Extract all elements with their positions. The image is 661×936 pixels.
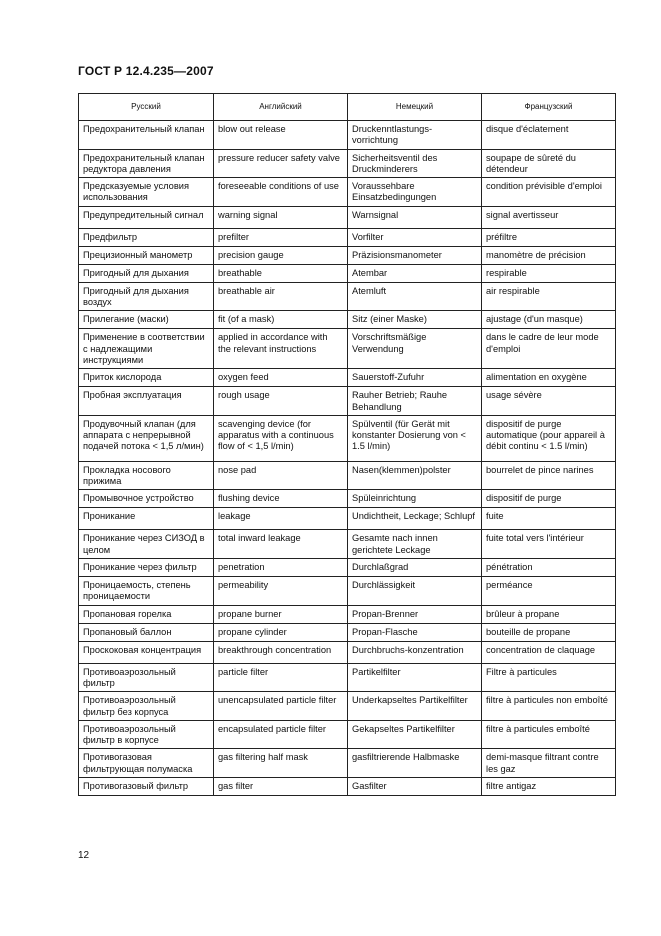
german-term: Druckenntlastungs-vorrichtung	[348, 121, 482, 150]
table-row	[79, 461, 616, 490]
english-term: breakthrough concentration	[214, 641, 348, 663]
russian-term: Прецизионный манометр	[79, 246, 214, 264]
german-term: Propan-Flasche	[348, 623, 482, 641]
german-term: Spülventil (für Gerät mit konstanter Dosierung von < 1.5 l/min)	[348, 415, 482, 461]
russian-term: Проскоковая концентрация	[79, 641, 214, 663]
column-header-french: Французский	[482, 94, 616, 121]
russian-term: Предсказуемые условия использования	[79, 178, 214, 207]
english-term: flushing device	[214, 490, 348, 508]
french-term: manomètre de précision	[482, 246, 616, 264]
russian-term: Применение в соответствии с надлежащими инструкциями	[79, 329, 214, 369]
table-row	[79, 387, 616, 416]
russian-term: Приток кислорода	[79, 369, 214, 387]
table-row	[79, 720, 616, 749]
french-term: dispositif de purge automatique (pour appareil à débit continu < 1.5 l/min)	[482, 415, 616, 461]
german-term: Spüleinrichtung	[348, 490, 482, 508]
french-term: bouteille de propane	[482, 623, 616, 641]
russian-term: Пропановый баллон	[79, 623, 214, 641]
german-term: Propan-Brenner	[348, 605, 482, 623]
french-term: dans le cadre de leur mode d'emploi	[482, 329, 616, 369]
english-term: blow out release	[214, 121, 348, 150]
table-row	[79, 415, 616, 461]
table-row	[79, 692, 616, 721]
german-term: Durchlässigkeit	[348, 577, 482, 606]
german-term: Sicherheitsventil des Druckminderers	[348, 149, 482, 178]
german-term: Gekapseltes Partikelfilter	[348, 720, 482, 749]
english-term: propane cylinder	[214, 623, 348, 641]
french-term: alimentation en oxygène	[482, 369, 616, 387]
german-term: Rauher Betrieb; Rauhe Behandlung	[348, 387, 482, 416]
english-term: scavenging device (for apparatus with a continuous flow of < 1,5 l/min)	[214, 415, 348, 461]
russian-term: Пропановая горелка	[79, 605, 214, 623]
german-term: Gesamte nach innen gerichtete Leckage	[348, 530, 482, 559]
table-row	[79, 749, 616, 778]
table-row	[79, 508, 616, 530]
table-header-row	[79, 94, 616, 121]
russian-term: Противоаэрозольный фильтр без корпуса	[79, 692, 214, 721]
german-term: Gasfilter	[348, 778, 482, 796]
german-term: Durchbruchs-konzentration	[348, 641, 482, 663]
russian-term: Противоаэрозольный фильтр в корпусе	[79, 720, 214, 749]
french-term: disque d'éclatement	[482, 121, 616, 150]
english-term: foreseeable conditions of use	[214, 178, 348, 207]
russian-term: Промывочное устройство	[79, 490, 214, 508]
column-header-russian: Русский	[79, 94, 214, 121]
french-term: signal avertisseur	[482, 206, 616, 228]
french-term: filtre antigaz	[482, 778, 616, 796]
table-row	[79, 228, 616, 246]
russian-term: Предфильтр	[79, 228, 214, 246]
french-term: pénétration	[482, 559, 616, 577]
russian-term: Противогазовая фильтрующая полумаска	[79, 749, 214, 778]
french-term: respirable	[482, 264, 616, 282]
german-term: Nasen(klemmen)polster	[348, 461, 482, 490]
table-row	[79, 369, 616, 387]
table-row	[79, 530, 616, 559]
column-header-english: Английский	[214, 94, 348, 121]
english-term: particle filter	[214, 663, 348, 692]
english-term: oxygen feed	[214, 369, 348, 387]
french-term: demi-masque filtrant contre les gaz	[482, 749, 616, 778]
english-term: warning signal	[214, 206, 348, 228]
french-term: filtre à particules emboîté	[482, 720, 616, 749]
german-term: Atemluft	[348, 282, 482, 311]
english-term: permeability	[214, 577, 348, 606]
german-term: Partikelfilter	[348, 663, 482, 692]
table-row	[79, 149, 616, 178]
french-term: dispositif de purge	[482, 490, 616, 508]
terminology-table	[78, 93, 616, 796]
russian-term: Проницаемость, степень проницаемости	[79, 577, 214, 606]
english-term: unencapsulated particle filter	[214, 692, 348, 721]
column-header-german: Немецкий	[348, 94, 482, 121]
english-term: pressure reducer safety valve	[214, 149, 348, 178]
german-term: Vorschriftsmäßige Verwendung	[348, 329, 482, 369]
table-row	[79, 663, 616, 692]
russian-term: Продувочный клапан (для аппарата с непрерывной подачей потока < 1,5 л/мин)	[79, 415, 214, 461]
french-term: usage sévère	[482, 387, 616, 416]
german-term: Atembar	[348, 264, 482, 282]
russian-term: Пригодный для дыхания воздух	[79, 282, 214, 311]
russian-term: Противогазовый фильтр	[79, 778, 214, 796]
french-term: filtre à particules non emboîté	[482, 692, 616, 721]
table-row	[79, 623, 616, 641]
document-title: ГОСТ Р 12.4.235—2007	[78, 64, 214, 78]
english-term: encapsulated particle filter	[214, 720, 348, 749]
table-row	[79, 605, 616, 623]
table-row	[79, 206, 616, 228]
french-term: ajustage (d'un masque)	[482, 311, 616, 329]
english-term: fit (of a mask)	[214, 311, 348, 329]
russian-term: Противоаэрозольный фильтр	[79, 663, 214, 692]
russian-term: Пробная эксплуатация	[79, 387, 214, 416]
table-row	[79, 178, 616, 207]
french-term: Filtre à particules	[482, 663, 616, 692]
german-term: Undichtheit, Leckage; Schlupf	[348, 508, 482, 530]
french-term: concentration de claquage	[482, 641, 616, 663]
german-term: Durchlaßgrad	[348, 559, 482, 577]
table-row	[79, 246, 616, 264]
english-term: leakage	[214, 508, 348, 530]
german-term: gasfiltrierende Halbmaske	[348, 749, 482, 778]
russian-term: Проникание через СИЗОД в целом	[79, 530, 214, 559]
french-term: fuite total vers l'intérieur	[482, 530, 616, 559]
russian-term: Проникание через фильтр	[79, 559, 214, 577]
german-term: Präzisionsmanometer	[348, 246, 482, 264]
german-term: Underkapseltes Partikelfilter	[348, 692, 482, 721]
russian-term: Проникание	[79, 508, 214, 530]
french-term: condition prévisible d'emploi	[482, 178, 616, 207]
table-row	[79, 329, 616, 369]
french-term: brûleur à propane	[482, 605, 616, 623]
english-term: total inward leakage	[214, 530, 348, 559]
french-term: fuite	[482, 508, 616, 530]
table-row	[79, 490, 616, 508]
german-term: Vorfilter	[348, 228, 482, 246]
russian-term: Прилегание (маски)	[79, 311, 214, 329]
french-term: bourrelet de pince narines	[482, 461, 616, 490]
russian-term: Предохранительный клапан редуктора давления	[79, 149, 214, 178]
table-row	[79, 311, 616, 329]
english-term: applied in accordance with the relevant instructions	[214, 329, 348, 369]
french-term: perméance	[482, 577, 616, 606]
table-row	[79, 121, 616, 150]
french-term: soupape de sûreté du détendeur	[482, 149, 616, 178]
french-term: préfiltre	[482, 228, 616, 246]
table-row	[79, 264, 616, 282]
page-number: 12	[78, 850, 90, 861]
english-term: rough usage	[214, 387, 348, 416]
table-row	[79, 577, 616, 606]
french-term: air respirable	[482, 282, 616, 311]
russian-term: Предохранительный клапан	[79, 121, 214, 150]
german-term: Warnsignal	[348, 206, 482, 228]
english-term: penetration	[214, 559, 348, 577]
english-term: gas filtering half mask	[214, 749, 348, 778]
english-term: nose pad	[214, 461, 348, 490]
english-term: prefilter	[214, 228, 348, 246]
english-term: propane burner	[214, 605, 348, 623]
german-term: Sitz (einer Maske)	[348, 311, 482, 329]
english-term: breathable	[214, 264, 348, 282]
russian-term: Пригодный для дыхания	[79, 264, 214, 282]
table-row	[79, 559, 616, 577]
table-row	[79, 778, 616, 796]
english-term: gas filter	[214, 778, 348, 796]
russian-term: Предупредительный сигнал	[79, 206, 214, 228]
english-term: breathable air	[214, 282, 348, 311]
table-row	[79, 282, 616, 311]
table-row	[79, 641, 616, 663]
russian-term: Прокладка носового прижима	[79, 461, 214, 490]
german-term: Sauerstoff-Zufuhr	[348, 369, 482, 387]
german-term: Voraussehbare Einsatzbedingungen	[348, 178, 482, 207]
english-term: precision gauge	[214, 246, 348, 264]
